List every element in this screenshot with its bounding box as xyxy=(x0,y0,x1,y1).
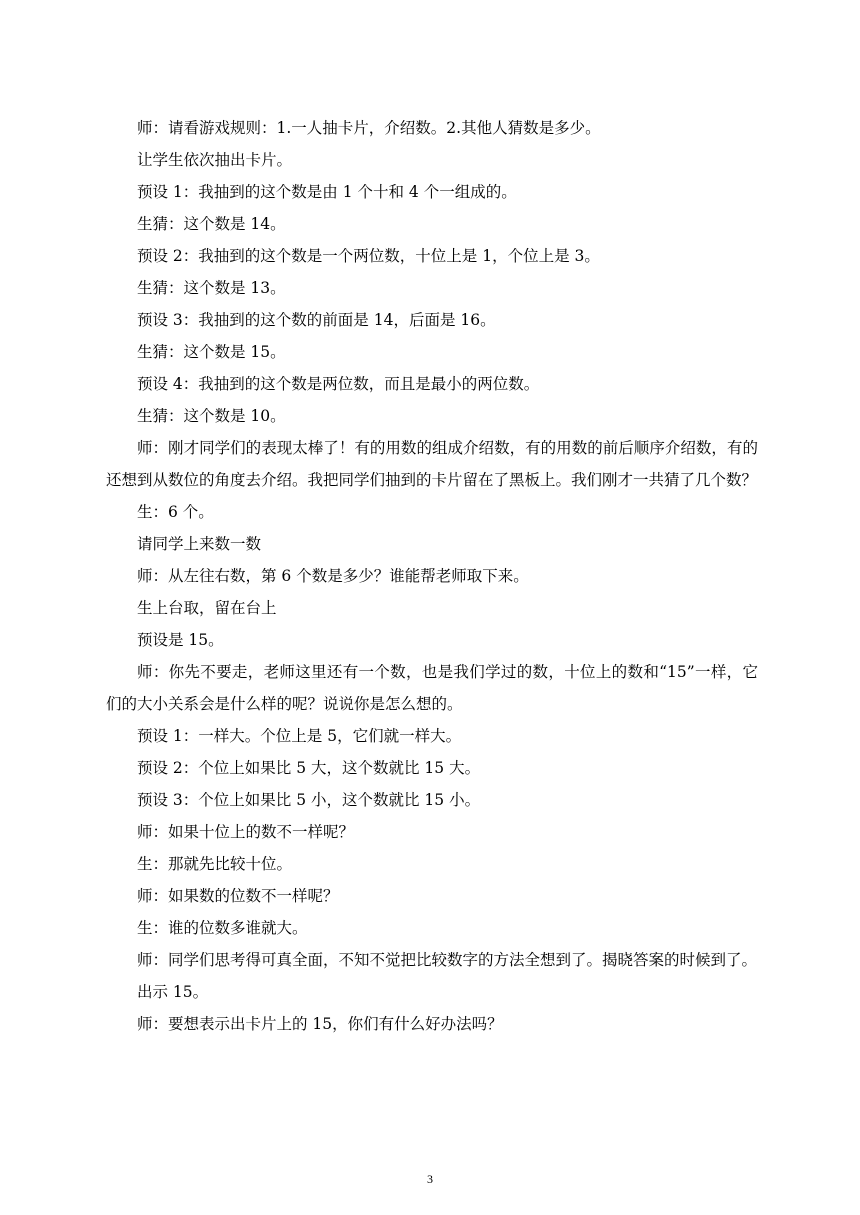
page-number: 3 xyxy=(427,1172,433,1186)
paragraph: 预设 1：一样大。个位上是 5，它们就一样大。 xyxy=(137,727,462,745)
paragraph: 师：你先不要走，老师这里还有一个数，也是我们学过的数，十位上的数和“15”一样，它们的大小关系会是什么样的呢？说说你是怎么想的。 xyxy=(106,663,758,713)
paragraph: 预设 4：我抽到的这个数是两位数，而且是最小的两位数。 xyxy=(137,375,540,393)
paragraph: 生：那就先比较十位。 xyxy=(137,855,293,873)
paragraph: 生猜：这个数是 10。 xyxy=(137,407,286,425)
paragraph: 预设 2：个位上如果比 5 大，这个数就比 15 大。 xyxy=(137,759,481,777)
paragraph: 预设 3：我抽到的这个数的前面是 14，后面是 16。 xyxy=(137,311,496,329)
document-body xyxy=(106,112,758,1040)
paragraph: 师：请看游戏规则：1.一人抽卡片，介绍数。2.其他人猜数是多少。 xyxy=(137,119,601,137)
paragraph: 预设 3：个位上如果比 5 小，这个数就比 15 小。 xyxy=(137,791,481,809)
paragraph: 师：刚才同学们的表现太棒了！有的用数的组成介绍数，有的用数的前后顺序介绍数，有的还想到从数位的角度去介绍。我把同学们抽到的卡片留在了黑板上。我们刚才一共猜了几个数？ xyxy=(106,439,758,489)
paragraph: 师：如果十位上的数不一样呢？ xyxy=(137,823,355,841)
paragraph: 让学生依次抽出卡片。 xyxy=(137,151,293,169)
paragraph: 师：要想表示出卡片上的 15，你们有什么好办法吗？ xyxy=(137,1015,503,1033)
paragraph: 师：从左往右数，第 6 个数是多少？谁能帮老师取下来。 xyxy=(137,567,529,585)
paragraph: 预设是 15。 xyxy=(137,631,224,649)
paragraph: 生猜：这个数是 13。 xyxy=(137,279,286,297)
paragraph: 师：如果数的位数不一样呢？ xyxy=(137,887,339,905)
paragraph: 生猜：这个数是 15。 xyxy=(137,343,286,361)
paragraph: 生：谁的位数多谁就大。 xyxy=(137,919,308,937)
paragraph: 师：同学们思考得可真全面，不知不觉把比较数字的方法全想到了。揭晓答案的时候到了。 xyxy=(137,951,758,969)
paragraph: 生：6 个。 xyxy=(137,503,214,521)
paragraph: 生上台取，留在台上 xyxy=(137,599,277,617)
paragraph: 预设 1：我抽到的这个数是由 1 个十和 4 个一组成的。 xyxy=(137,183,517,201)
paragraph: 生猜：这个数是 14。 xyxy=(137,215,286,233)
paragraph: 预设 2：我抽到的这个数是一个两位数，十位上是 1，个位上是 3。 xyxy=(137,247,600,265)
paragraph: 出示 15。 xyxy=(137,983,209,1001)
paragraph: 请同学上来数一数 xyxy=(137,535,262,553)
